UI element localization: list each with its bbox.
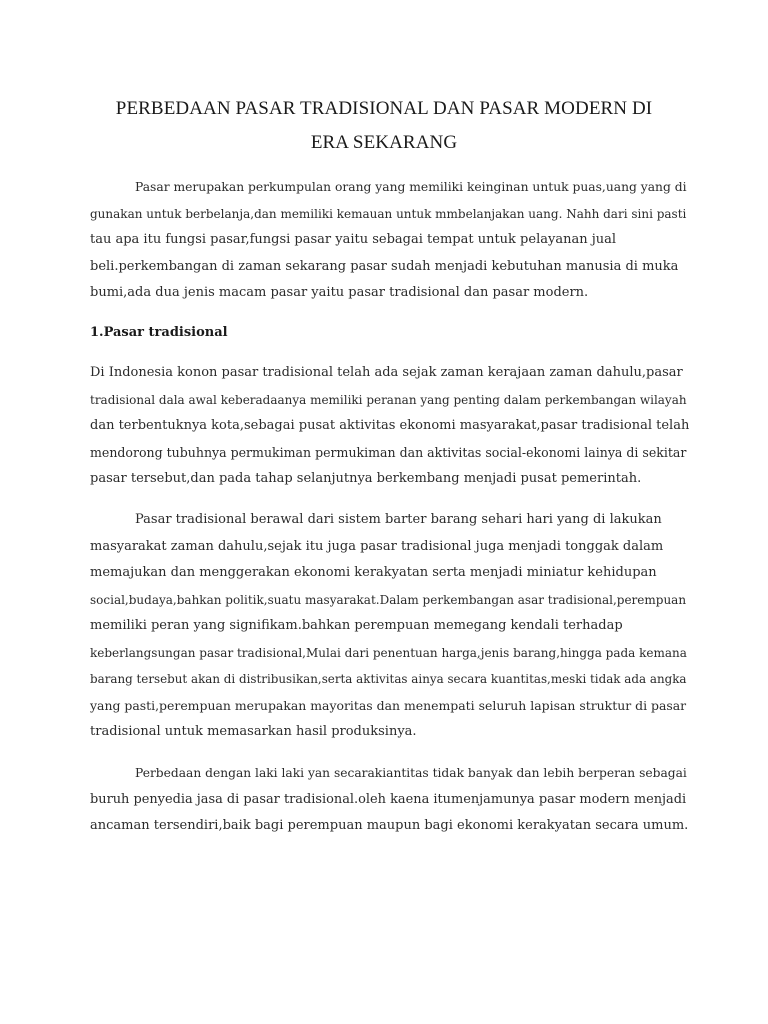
paragraph-line: tradisional dala awal keberadaanya memiliki peranan yang penting dalam perkembangan wilayah — [90, 392, 687, 407]
paragraph-line: dan terbentuknya kota,sebagai pusat aktivitas ekonomi masyarakat,pasar tradisional telah — [90, 418, 690, 433]
paragraph-line: memiliki peran yang signifikam.bahkan perempuan memegang kendali terhadap — [90, 618, 623, 633]
paragraph-line: keberlangsungan pasar tradisional,Mulai dari penentuan harga,jenis barang,hingga pada kemana — [90, 645, 687, 660]
paragraph-line: tau apa itu fungsi pasar,fungsi pasar yaitu sebagai tempat untuk pelayanan jual — [90, 232, 617, 247]
paragraph-line: Di Indonesia konon pasar tradisional telah ada sejak zaman kerajaan zaman dahulu,pasar — [90, 365, 683, 380]
paragraph-line: barang tersebut akan di distribusikan,serta aktivitas ainya secara kuantitas,meski tidak ada angka — [90, 672, 687, 686]
difference-paragraph — [90, 760, 690, 840]
paragraph-line: masyarakat zaman dahulu,sejak itu juga pasar tradisional juga menjadi tonggak dalam — [90, 538, 664, 554]
paragraph-line: Pasar tradisional berawal dari sistem barter barang sehari hari yang di lakukan — [135, 512, 662, 527]
section-heading: 1.Pasar tradisional — [90, 325, 228, 340]
paragraph-line: mendorong tubuhnya permukiman permukiman dan aktivitas social-ekonomi lainya di sekitar — [90, 444, 687, 460]
title-line-1: PERBEDAAN PASAR TRADISIONAL DAN PASAR MODERN DI — [115, 98, 653, 119]
paragraph-line: social,budaya,bahkan politik,suatu masyarakat.Dalam perkembangan asar tradisional,perempuan — [90, 592, 687, 607]
paragraph-line: yang pasti,perempuan merupakan mayoritas dan menempati seluruh lapisan struktur di pasar — [90, 697, 687, 713]
intro-paragraph — [90, 174, 690, 307]
origin-paragraph — [90, 507, 690, 746]
paragraph-line: bumi,ada dua jenis macam pasar yaitu pasar tradisional dan pasar modern. — [90, 285, 589, 300]
paragraph-line: Perbedaan dengan laki laki yan secarakiantitas tidak banyak dan lebih berperan sebagai — [135, 766, 687, 780]
title-line-2: ERA SEKARANG — [310, 132, 458, 153]
paragraph-line: beli.perkembangan di zaman sekarang pasar sudah menjadi kebutuhan manusia di muka — [90, 258, 679, 274]
paragraph-line: tradisional untuk memasarkan hasil produksinya. — [90, 724, 417, 739]
paragraph-line: memajukan dan menggerakan ekonomi kerakyatan serta menjadi miniatur kehidupan — [90, 565, 657, 580]
paragraph-line: pasar tersebut,dan pada tahap selanjutnya berkembang menjadi pusat pemerintah. — [90, 471, 642, 486]
paragraph-line: buruh penyedia jasa di pasar tradisional.oleh kaena itumenjamunya pasar modern menjadi — [90, 791, 687, 807]
document-title — [60, 92, 708, 160]
history-paragraph — [90, 360, 690, 493]
paragraph-line: gunakan untuk berbelanja,dan memiliki kemauan untuk mmbelanjakan uang. Nahh dari sini pasti — [90, 206, 687, 221]
paragraph-line: Pasar merupakan perkumpulan orang yang memiliki keinginan untuk puas,uang yang di — [135, 180, 687, 194]
paragraph-line: ancaman tersendiri,baik bagi perempuan maupun bagi ekonomi kerakyatan secara umum. — [90, 818, 689, 833]
